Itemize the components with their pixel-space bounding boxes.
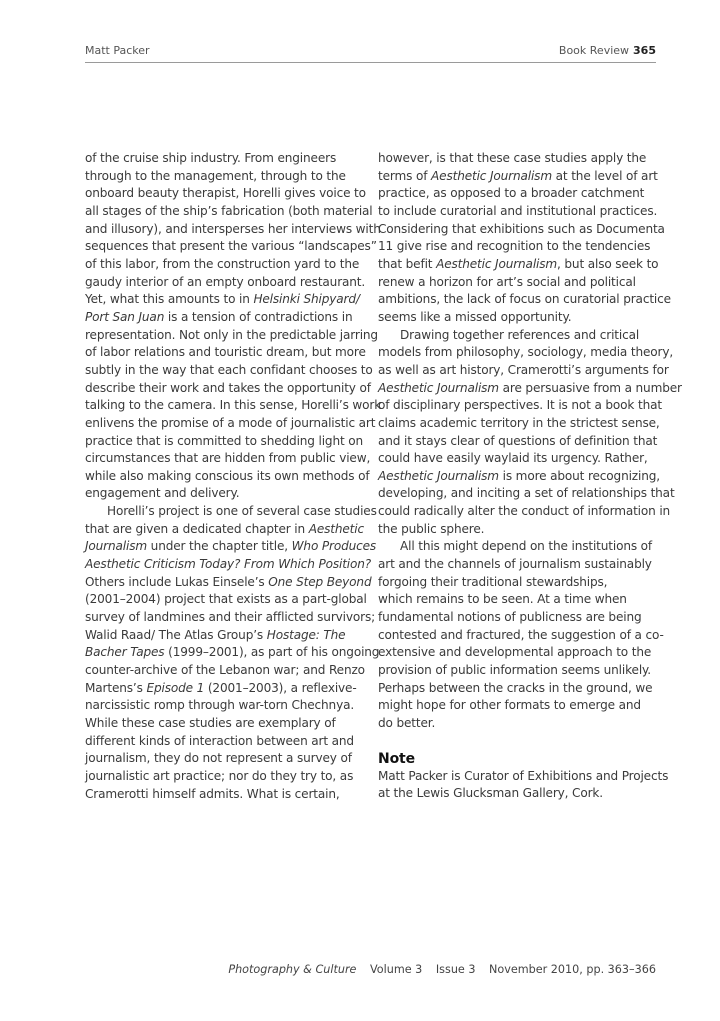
text-run: enlivens the promise of a mode of journalistic art [85,415,376,430]
italic-title: Bacher Tapes [85,645,165,660]
text-run: Perhaps between the cracks in the ground, we [378,680,653,695]
page-number: 365 [633,44,656,57]
text-line [378,256,660,274]
text-run: journalism, they do not represent a survey of [85,751,352,766]
text-run: that are given a dedicated chapter in [85,521,309,536]
text-run: sequences that present the various “landscapes” [85,239,377,254]
text-run: representation. Not only in the predictable jarring [85,327,378,342]
text-line [85,256,365,274]
text-run: fundamental notions of publicness are being [378,610,642,625]
text-line [378,697,660,715]
header-author: Matt Packer [85,44,150,57]
volume: Volume 3 [370,963,423,976]
text-run: survey of landmines and their afflicted survivors; [85,610,376,625]
text-line [85,485,365,503]
italic-title: Aesthetic Journalism [378,380,499,395]
text-run: of disciplinary perspectives. It is not a book that [378,398,662,413]
text-line [85,185,365,203]
text-run: Martens’s [85,680,147,695]
text-run: Walid Raad/ The Atlas Group’s [85,627,267,642]
journal-title: Photography & Culture [228,963,357,976]
text-line [85,521,365,539]
text-line [378,521,660,539]
text-run: While these case studies are exemplary of [85,716,336,730]
text-line [378,485,675,503]
text-run: Considering that exhibitions such as Documenta [378,221,665,236]
text-run: is a tension of contradictions in [164,309,353,324]
text-line [85,168,365,186]
text-line [85,503,377,521]
text-run: Yet, what this amounts to in [85,292,254,307]
running-head [85,40,656,63]
text-line [378,397,660,415]
text-run: models from philosophy, sociology, media theory, [378,345,674,360]
text-line [378,433,660,451]
text-line [85,150,365,168]
text-run: could have easily waylaid its urgency. Rather, [378,451,648,466]
text-run: and it stays clear of questions of definition that [378,433,658,448]
text-line [378,450,660,468]
text-run: , but also seek to [557,256,659,271]
text-run: that befit [378,256,437,271]
text-run: the public sphere. [378,521,485,536]
italic-title: Hostage: The [266,627,346,642]
text-line [85,309,365,327]
text-run: (2001–2004) project that exists as a part-global [85,592,367,607]
text-line [378,468,660,486]
text-run: forgoing their traditional stewardships, [378,574,608,589]
text-run: journalistic art practice; nor do they try to, as [85,768,354,783]
text-line [378,538,660,556]
text-line [85,344,365,362]
text-line [378,591,660,609]
note-line: Matt Packer is Curator of Exhibitions and Projects [378,768,669,783]
text-run: of the cruise ship industry. From engineers [85,151,337,165]
text-run: is more about recognizing, [498,468,660,483]
text-run: subtly in the way that each confidant chooses to [85,362,373,377]
text-line [378,168,660,186]
text-run: counter-archive of the Lebanon war; and Renzo [85,663,365,678]
text-run: describe their work and takes the opportunity of [85,380,371,395]
text-run: narcissistic romp through war-torn Chechnya. [85,698,355,713]
text-line [378,221,665,239]
text-run: (2001–2003), a reflexive- [204,680,357,695]
text-line [85,538,377,556]
text-run: and illusory), and intersperses her interviews with [85,221,381,236]
text-line [85,715,365,733]
text-line [85,450,371,468]
text-line [85,644,380,662]
text-run: as well as art history, Cramerotti’s arguments for [378,362,669,377]
italic-title: Aesthetic Journalism [431,168,552,183]
text-line [378,609,660,627]
text-run: provision of public information seems unlikely. [378,663,652,678]
text-run: art and the channels of journalism sustainably [378,557,652,572]
text-line [85,415,376,433]
text-run: (1999–2001), as part of his ongoing [164,645,380,660]
text-run: Horelli’s project is one of several case studies [107,504,377,519]
text-run: Drawing together references and critical [400,327,640,342]
text-line [85,380,371,398]
text-line [85,750,365,768]
text-line [378,362,669,380]
text-line [378,556,660,574]
text-line [85,397,382,415]
text-line [378,715,660,733]
text-run: through to the management, through to the [85,168,346,183]
text-line [85,662,365,680]
text-run: renew a horizon for art’s social and political [378,274,636,289]
text-line [85,768,365,786]
text-line [85,433,365,451]
text-run: 11 give rise and recognition to the tendencies [378,239,651,254]
text-run: talking to the camera. In this sense, Horelli’s work [85,398,382,413]
text-run: while also making conscious its own methods of [85,468,370,483]
text-line [378,574,660,592]
header-section [559,44,656,57]
text-line [378,503,671,521]
text-run: engagement and delivery. [85,486,240,501]
text-line [378,344,674,362]
text-run: developing, and inciting a set of relationships that [378,486,675,501]
italic-title: Aesthetic Journalism [378,468,499,483]
text-line [85,556,372,574]
text-run: practice that is committed to shedding light on [85,433,364,448]
right-column [378,150,682,803]
text-line [85,327,378,345]
text-run: All this might depend on the institutions of [400,539,653,554]
italic-title: Journalism [85,539,147,554]
italic-title: Port San Juan [85,309,165,324]
text-run: however, is that these case studies apply the [378,151,647,165]
text-line [85,274,365,292]
text-line [378,680,660,698]
text-run: under the chapter title, [146,539,292,554]
text-run: contested and fractured, the suggestion of a co- [378,627,664,642]
text-run: different kinds of interaction between art and [85,733,354,748]
text-run: of this labor, from the construction yard to the [85,256,360,271]
text-line [378,185,660,203]
text-run: circumstances that are hidden from public view, [85,451,371,466]
text-line [85,362,373,380]
text-line [85,786,365,804]
right-column-body [378,150,682,733]
italic-title: One Step Beyond [268,574,372,589]
text-line [378,627,664,645]
left-column [85,150,382,803]
italic-title: Episode 1 [146,680,205,695]
text-line [85,238,377,256]
text-line [378,203,660,221]
text-line [85,468,370,486]
text-line [85,591,365,609]
italic-title: Helsinki Shipyard/ [253,292,360,307]
italic-title: Aesthetic [308,521,364,536]
text-line [378,415,660,433]
text-run: do better. [378,716,436,730]
text-line [378,662,660,680]
text-run: to include curatorial and institutional practices. [378,203,658,218]
text-run: ambitions, the lack of focus on curatorial practice [378,292,671,307]
text-run: extensive and developmental approach to the [378,645,652,660]
text-line [378,644,660,662]
text-line [85,627,365,645]
text-line [85,203,373,221]
text-run: which remains to be seen. At a time when [378,592,627,607]
text-line [378,380,682,398]
text-line [85,291,365,309]
text-run: terms of [378,168,432,183]
text-run: Others include Lukas Einsele’s [85,574,269,589]
issue: Issue 3 [435,963,476,976]
italic-title: Aesthetic Journalism [436,256,558,271]
text-line [85,609,376,627]
text-line [85,574,372,592]
text-line [378,309,660,327]
text-line [85,680,365,698]
text-line [378,327,660,345]
text-line [85,733,365,751]
italic-title: Aesthetic Criticism Today? From Which Position? [85,557,372,572]
text-run: all stages of the ship’s fabrication (both material [85,203,373,218]
text-line [378,291,671,309]
text-run: seems like a missed opportunity. [378,309,572,324]
text-run: onboard beauty therapist, Horelli gives voice to [85,186,366,201]
text-line [85,697,365,715]
text-line [85,221,381,239]
text-run: at the level of art [551,168,658,183]
note-heading: Note [378,750,415,767]
italic-title: Who Produces [291,539,377,554]
text-run: might hope for other formats to emerge and [378,698,641,713]
text-line [378,238,660,256]
text-run: could radically alter the conduct of information in [378,504,671,519]
text-run: claims academic territory in the strictest sense, [378,415,660,430]
text-run: of labor relations and touristic dream, but more [85,345,366,360]
date-pages: November 2010, pp. 363–366 [489,963,656,976]
text-run: are persuasive from a number [498,380,682,395]
text-run: practice, as opposed to a broader catchment [378,186,645,201]
page-footer [228,963,656,976]
note-line: at the Lewis Glucksman Gallery, Cork. [378,786,603,801]
text-line [378,274,660,292]
text-line [378,150,660,168]
text-run: Cramerotti himself admits. What is certain, [85,786,340,801]
header-section-label: Book Review [558,44,630,57]
text-run: gaudy interior of an empty onboard restaurant. [85,274,366,289]
